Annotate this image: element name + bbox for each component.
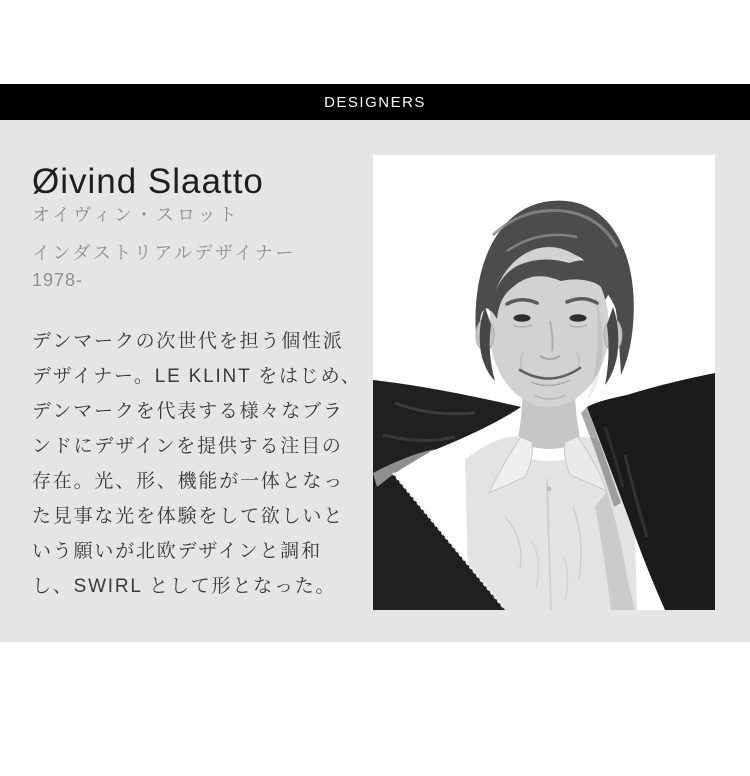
- bio-line: た見事な光を体験をして欲しいと: [32, 506, 345, 527]
- designers-banner: [0, 84, 750, 120]
- designer-title-ja: インダストリアルデザイナー: [32, 243, 296, 263]
- designer-birth-year: 1978-: [32, 270, 84, 290]
- designer-portrait-photo: [373, 155, 715, 610]
- designer-bio: [32, 324, 368, 604]
- bio-line: デザイナー。LE KLINT をはじめ、: [32, 366, 362, 387]
- portrait-illustration: [373, 155, 715, 610]
- designer-name-ja: オイヴィン・スロット: [32, 205, 240, 225]
- bio-line: 存在。光、形、機能が一体となっ: [32, 471, 345, 492]
- bio-line: いう願いが北欧デザインと調和: [32, 541, 322, 562]
- bio-line: し、SWIRL として形となった。: [32, 576, 337, 597]
- designer-profile-section: [0, 120, 750, 642]
- banner-title: DESIGNERS: [324, 93, 426, 111]
- bio-line: デンマークを代表する様々なブラ: [32, 401, 344, 422]
- bio-line: デンマークの次世代を担う個性派: [32, 331, 344, 352]
- bio-line: ンドにデザインを提供する注目の: [32, 436, 343, 457]
- designer-info-column: [32, 120, 368, 642]
- designer-name-en: Øivind Slaatto: [32, 162, 264, 201]
- designer-page: [0, 84, 750, 642]
